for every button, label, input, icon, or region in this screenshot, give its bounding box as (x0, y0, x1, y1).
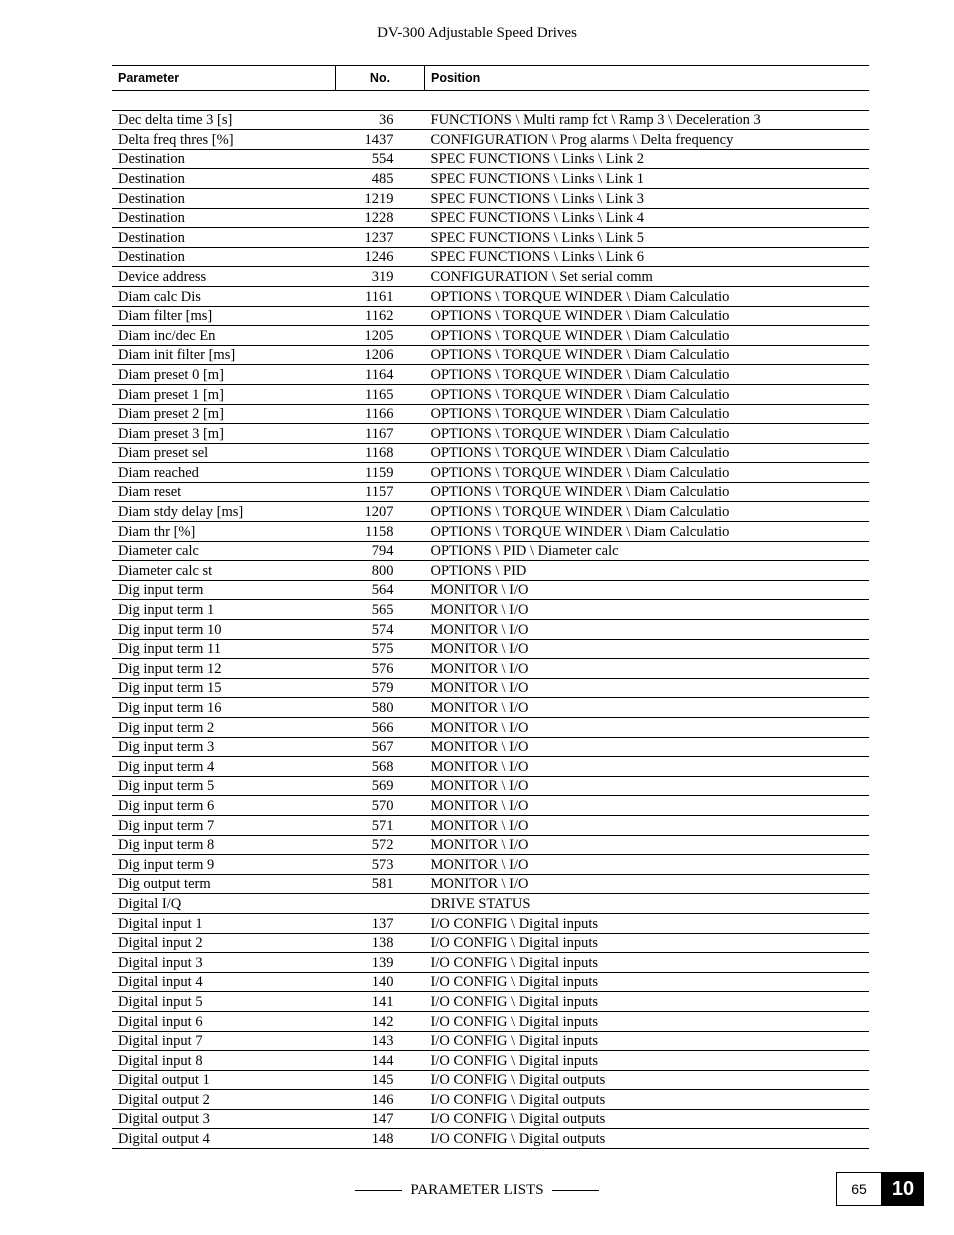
cell-number: 573 (336, 855, 425, 875)
cell-position: I/O CONFIG \ Digital outputs (425, 1070, 870, 1090)
cell-position: MONITOR \ I/O (425, 757, 870, 777)
cell-parameter: Digital I/Q (112, 894, 336, 914)
cell-position: OPTIONS \ TORQUE WINDER \ Diam Calculatio (425, 463, 870, 483)
cell-number: 1168 (336, 443, 425, 463)
cell-parameter: Digital output 3 (112, 1109, 336, 1129)
cell-position: I/O CONFIG \ Digital outputs (425, 1129, 870, 1149)
cell-position: OPTIONS \ TORQUE WINDER \ Diam Calculatio (425, 424, 870, 444)
cell-parameter: Dig input term 12 (112, 659, 336, 679)
footer-section-title: PARAMETER LISTS (410, 1182, 544, 1198)
cell-parameter: Digital input 6 (112, 1011, 336, 1031)
cell-number: 1157 (336, 482, 425, 502)
table-row (112, 306, 869, 326)
cell-parameter: Diam preset 1 [m] (112, 384, 336, 404)
cell-number: 1437 (336, 130, 425, 150)
cell-number: 1164 (336, 365, 425, 385)
cell-position: SPEC FUNCTIONS \ Links \ Link 6 (425, 247, 870, 267)
cell-parameter: Dig input term 2 (112, 718, 336, 738)
cell-number: 564 (336, 580, 425, 600)
cell-parameter: Digital input 3 (112, 953, 336, 973)
cell-number: 571 (336, 815, 425, 835)
cell-parameter: Digital input 5 (112, 992, 336, 1012)
cell-position: MONITOR \ I/O (425, 639, 870, 659)
table-row (112, 110, 869, 130)
cell-parameter: Diameter calc (112, 541, 336, 561)
cell-position: MONITOR \ I/O (425, 718, 870, 738)
cell-parameter: Digital output 1 (112, 1070, 336, 1090)
cell-parameter: Diam filter [ms] (112, 306, 336, 326)
cell-parameter: Digital input 1 (112, 913, 336, 933)
footer-rule-right (552, 1190, 599, 1191)
table-row (112, 286, 869, 306)
cell-parameter: Diam calc Dis (112, 286, 336, 306)
cell-parameter: Dig input term 1 (112, 600, 336, 620)
cell-number: 576 (336, 659, 425, 679)
table-row (112, 992, 869, 1012)
cell-position: MONITOR \ I/O (425, 776, 870, 796)
cell-position: MONITOR \ I/O (425, 698, 870, 718)
cell-parameter: Diam stdy delay [ms] (112, 502, 336, 522)
table-row (112, 1129, 869, 1149)
cell-number: 142 (336, 1011, 425, 1031)
cell-position: MONITOR \ I/O (425, 855, 870, 875)
table-row (112, 953, 869, 973)
cell-number: 570 (336, 796, 425, 816)
cell-position: SPEC FUNCTIONS \ Links \ Link 3 (425, 188, 870, 208)
table-row (112, 561, 869, 581)
cell-number: 1158 (336, 522, 425, 542)
cell-position: OPTIONS \ TORQUE WINDER \ Diam Calculatio (425, 326, 870, 346)
page-header-title: DV-300 Adjustable Speed Drives (377, 25, 577, 41)
cell-parameter: Dig input term 9 (112, 855, 336, 875)
cell-position: OPTIONS \ PID (425, 561, 870, 581)
cell-parameter: Dig input term 10 (112, 620, 336, 640)
table-row (112, 718, 869, 738)
cell-number: 145 (336, 1070, 425, 1090)
cell-number: 139 (336, 953, 425, 973)
cell-number: 1205 (336, 326, 425, 346)
cell-number: 569 (336, 776, 425, 796)
cell-position: SPEC FUNCTIONS \ Links \ Link 4 (425, 208, 870, 228)
cell-position: I/O CONFIG \ Digital inputs (425, 1031, 870, 1051)
table-body (112, 91, 869, 1149)
page-number: 65 (836, 1172, 882, 1206)
cell-number: 485 (336, 169, 425, 189)
cell-position: OPTIONS \ TORQUE WINDER \ Diam Calculatio (425, 502, 870, 522)
cell-number: 800 (336, 561, 425, 581)
table-row (112, 424, 869, 444)
cell-parameter: Dig input term 11 (112, 639, 336, 659)
cell-position: I/O CONFIG \ Digital inputs (425, 933, 870, 953)
cell-number: 568 (336, 757, 425, 777)
table-row (112, 1031, 869, 1051)
cell-position: MONITOR \ I/O (425, 796, 870, 816)
cell-position: OPTIONS \ TORQUE WINDER \ Diam Calculatio (425, 384, 870, 404)
table-row (112, 326, 869, 346)
page-footer (0, 1182, 954, 1199)
table-spacer-row (112, 91, 869, 111)
parameter-table (112, 65, 869, 1149)
table-row (112, 678, 869, 698)
cell-parameter: Digital input 2 (112, 933, 336, 953)
table-row (112, 757, 869, 777)
cell-number: 1167 (336, 424, 425, 444)
cell-number: 140 (336, 972, 425, 992)
table-row (112, 874, 869, 894)
cell-parameter: Destination (112, 188, 336, 208)
table-row (112, 796, 869, 816)
cell-position: I/O CONFIG \ Digital inputs (425, 1011, 870, 1031)
table-row (112, 1051, 869, 1071)
cell-number: 565 (336, 600, 425, 620)
table-row (112, 443, 869, 463)
cell-position: I/O CONFIG \ Digital inputs (425, 992, 870, 1012)
cell-parameter: Dig input term 5 (112, 776, 336, 796)
cell-parameter: Diameter calc st (112, 561, 336, 581)
cell-position: MONITOR \ I/O (425, 678, 870, 698)
cell-number: 574 (336, 620, 425, 640)
cell-position: OPTIONS \ TORQUE WINDER \ Diam Calculatio (425, 286, 870, 306)
cell-number: 580 (336, 698, 425, 718)
cell-position: MONITOR \ I/O (425, 835, 870, 855)
cell-position: OPTIONS \ TORQUE WINDER \ Diam Calculatio (425, 482, 870, 502)
cell-number: 1159 (336, 463, 425, 483)
cell-number: 566 (336, 718, 425, 738)
cell-parameter: Dig input term 15 (112, 678, 336, 698)
cell-number: 319 (336, 267, 425, 287)
cell-position: I/O CONFIG \ Digital inputs (425, 953, 870, 973)
cell-position: MONITOR \ I/O (425, 600, 870, 620)
cell-number: 141 (336, 992, 425, 1012)
cell-parameter: Destination (112, 169, 336, 189)
table-row (112, 247, 869, 267)
table-row (112, 482, 869, 502)
cell-parameter: Digital output 4 (112, 1129, 336, 1149)
table-row (112, 522, 869, 542)
cell-number: 1161 (336, 286, 425, 306)
table-row (112, 384, 869, 404)
table-row (112, 855, 869, 875)
cell-number: 147 (336, 1109, 425, 1129)
table-row (112, 267, 869, 287)
table-row (112, 130, 869, 150)
cell-parameter: Diam preset sel (112, 443, 336, 463)
cell-parameter: Dig input term (112, 580, 336, 600)
cell-number: 1162 (336, 306, 425, 326)
cell-parameter: Dig input term 8 (112, 835, 336, 855)
table-row (112, 365, 869, 385)
cell-parameter: Diam reached (112, 463, 336, 483)
table-row (112, 913, 869, 933)
cell-number: 1228 (336, 208, 425, 228)
cell-parameter: Destination (112, 247, 336, 267)
table-row (112, 815, 869, 835)
cell-position: OPTIONS \ TORQUE WINDER \ Diam Calculatio (425, 365, 870, 385)
cell-parameter: Diam init filter [ms] (112, 345, 336, 365)
table-row (112, 835, 869, 855)
table-header-row (112, 66, 869, 91)
cell-number: 575 (336, 639, 425, 659)
table-row (112, 600, 869, 620)
cell-parameter: Destination (112, 149, 336, 169)
cell-number: 579 (336, 678, 425, 698)
table-row (112, 620, 869, 640)
cell-position: CONFIGURATION \ Set serial comm (425, 267, 870, 287)
column-header-parameter: Parameter (112, 66, 336, 91)
footer-rule-left (355, 1190, 402, 1191)
cell-parameter: Diam reset (112, 482, 336, 502)
cell-position: SPEC FUNCTIONS \ Links \ Link 1 (425, 169, 870, 189)
cell-number: 138 (336, 933, 425, 953)
cell-parameter: Diam thr [%] (112, 522, 336, 542)
table-row (112, 933, 869, 953)
table-row (112, 463, 869, 483)
cell-position: OPTIONS \ TORQUE WINDER \ Diam Calculatio (425, 404, 870, 424)
cell-number: 1219 (336, 188, 425, 208)
cell-parameter: Diam preset 0 [m] (112, 365, 336, 385)
cell-position: I/O CONFIG \ Digital outputs (425, 1090, 870, 1110)
cell-parameter: Destination (112, 228, 336, 248)
cell-position: OPTIONS \ TORQUE WINDER \ Diam Calculatio (425, 522, 870, 542)
cell-position: I/O CONFIG \ Digital inputs (425, 913, 870, 933)
cell-parameter: Dig output term (112, 874, 336, 894)
cell-position: OPTIONS \ TORQUE WINDER \ Diam Calculatio (425, 345, 870, 365)
cell-number: 1237 (336, 228, 425, 248)
cell-number: 581 (336, 874, 425, 894)
column-header-number: No. (336, 66, 425, 91)
cell-parameter: Diam preset 3 [m] (112, 424, 336, 444)
table-row (112, 639, 869, 659)
cell-number: 572 (336, 835, 425, 855)
table-row (112, 972, 869, 992)
cell-position: MONITOR \ I/O (425, 620, 870, 640)
cell-position: MONITOR \ I/O (425, 874, 870, 894)
cell-number: 148 (336, 1129, 425, 1149)
table-row (112, 169, 869, 189)
cell-parameter: Digital output 2 (112, 1090, 336, 1110)
table-row (112, 541, 869, 561)
cell-parameter: Dig input term 7 (112, 815, 336, 835)
cell-number: 1206 (336, 345, 425, 365)
table-row (112, 1011, 869, 1031)
table-row (112, 580, 869, 600)
cell-position: OPTIONS \ TORQUE WINDER \ Diam Calculatio (425, 443, 870, 463)
cell-number: 1165 (336, 384, 425, 404)
table-row (112, 894, 869, 914)
cell-parameter: Destination (112, 208, 336, 228)
cell-parameter: Dec delta time 3 [s] (112, 110, 336, 130)
cell-number: 1207 (336, 502, 425, 522)
cell-position: OPTIONS \ TORQUE WINDER \ Diam Calculatio (425, 306, 870, 326)
chapter-number-tab: 10 (882, 1172, 924, 1206)
cell-number: 794 (336, 541, 425, 561)
table-row (112, 228, 869, 248)
cell-position: OPTIONS \ PID \ Diameter calc (425, 541, 870, 561)
cell-parameter: Digital input 8 (112, 1051, 336, 1071)
cell-position: I/O CONFIG \ Digital inputs (425, 1051, 870, 1071)
cell-number: 1246 (336, 247, 425, 267)
table-row (112, 502, 869, 522)
cell-position: CONFIGURATION \ Prog alarms \ Delta frequency (425, 130, 870, 150)
column-header-position: Position (425, 66, 870, 91)
cell-parameter: Dig input term 6 (112, 796, 336, 816)
cell-parameter: Dig input term 16 (112, 698, 336, 718)
cell-number: 137 (336, 913, 425, 933)
cell-position: MONITOR \ I/O (425, 580, 870, 600)
table-row (112, 1090, 869, 1110)
cell-parameter: Dig input term 4 (112, 757, 336, 777)
cell-position: FUNCTIONS \ Multi ramp fct \ Ramp 3 \ Deceleration 3 (425, 110, 870, 130)
cell-number: 143 (336, 1031, 425, 1051)
table-row (112, 659, 869, 679)
cell-number: 36 (336, 110, 425, 130)
cell-number: 144 (336, 1051, 425, 1071)
table-row (112, 1070, 869, 1090)
cell-position: SPEC FUNCTIONS \ Links \ Link 5 (425, 228, 870, 248)
cell-parameter: Delta freq thres [%] (112, 130, 336, 150)
cell-parameter: Digital input 4 (112, 972, 336, 992)
cell-number: 554 (336, 149, 425, 169)
cell-position: I/O CONFIG \ Digital outputs (425, 1109, 870, 1129)
table-row (112, 1109, 869, 1129)
table-row (112, 345, 869, 365)
cell-position: MONITOR \ I/O (425, 737, 870, 757)
table-row (112, 208, 869, 228)
cell-parameter: Digital input 7 (112, 1031, 336, 1051)
cell-position: I/O CONFIG \ Digital inputs (425, 972, 870, 992)
table-row (112, 149, 869, 169)
cell-parameter: Diam inc/dec En (112, 326, 336, 346)
table-row (112, 776, 869, 796)
cell-number (336, 894, 425, 914)
cell-position: SPEC FUNCTIONS \ Links \ Link 2 (425, 149, 870, 169)
cell-parameter: Diam preset 2 [m] (112, 404, 336, 424)
cell-number: 567 (336, 737, 425, 757)
table-row (112, 698, 869, 718)
cell-number: 1166 (336, 404, 425, 424)
table-row (112, 404, 869, 424)
cell-position: MONITOR \ I/O (425, 815, 870, 835)
table-row (112, 188, 869, 208)
cell-number: 146 (336, 1090, 425, 1110)
cell-position: MONITOR \ I/O (425, 659, 870, 679)
cell-position: DRIVE STATUS (425, 894, 870, 914)
table-row (112, 737, 869, 757)
cell-parameter: Dig input term 3 (112, 737, 336, 757)
cell-parameter: Device address (112, 267, 336, 287)
